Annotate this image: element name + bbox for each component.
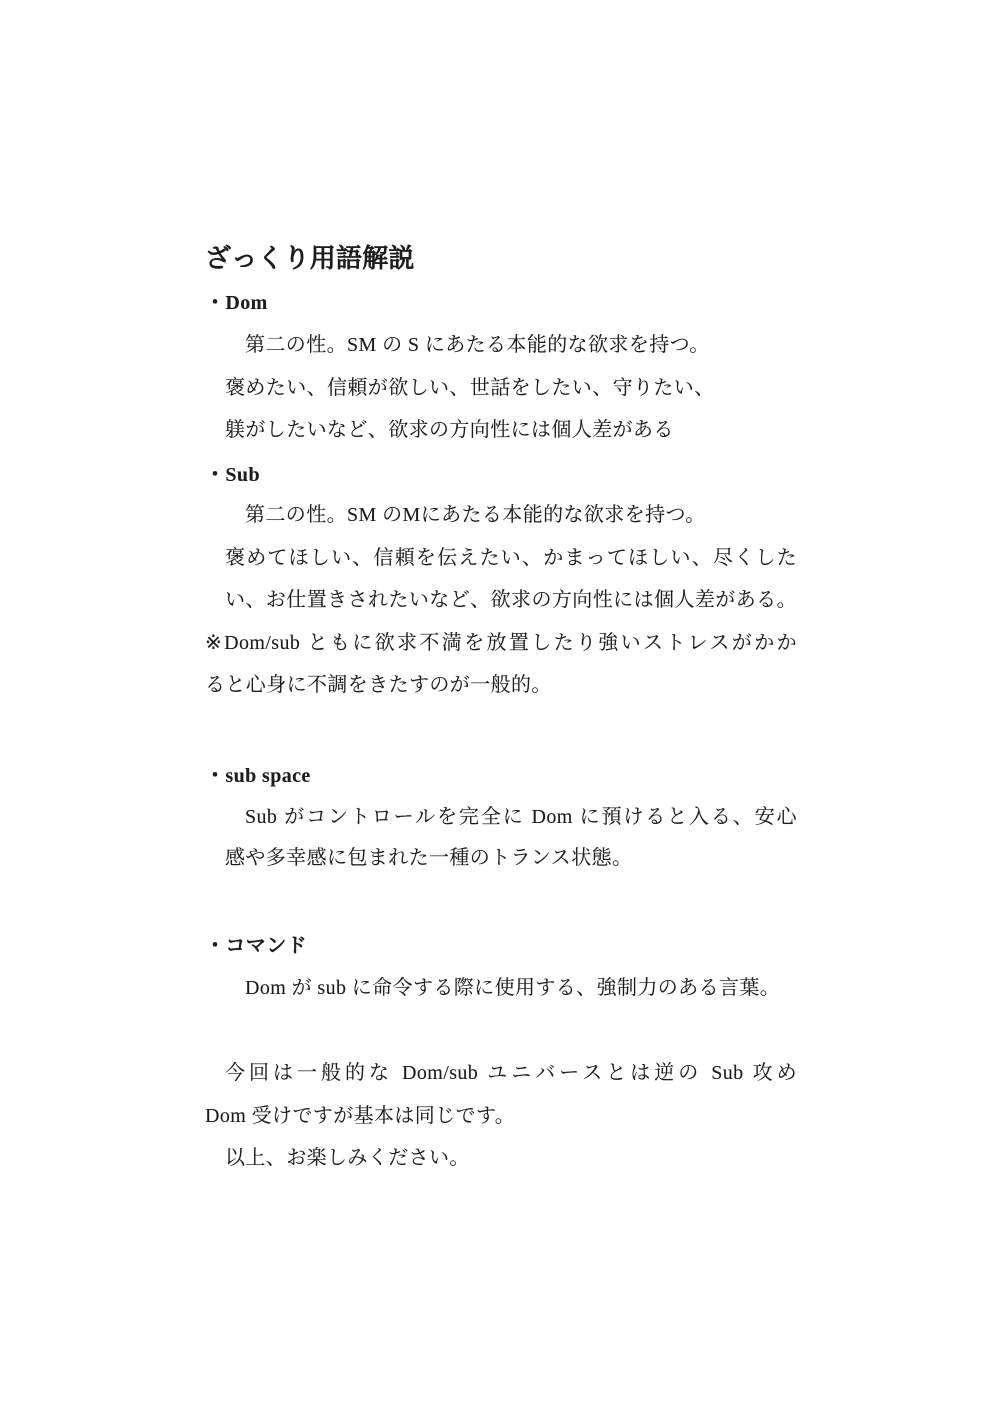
closing-note-line-1: 今回は一般的な Dom/sub ユニバースとは逆の Sub 攻め <box>225 1062 797 1084</box>
dom-definition-line-1: 第二の性。SM の S にあたる本能的な欲求を持つ。 <box>245 334 710 356</box>
closing-thanks-line: 以上、お楽しみください。 <box>225 1147 470 1169</box>
dom-definition-line-2: 褒めたい、信頼が欲しい、世話をしたい、守りたい、 <box>225 377 715 399</box>
domsub-note-line-1: ※Dom/sub ともに欲求不満を放置したり強いストレスがかか <box>205 632 797 654</box>
subspace-definition-line-1: Sub がコントロールを完全に Dom に預けると入る、安心 <box>245 806 797 828</box>
page-title: ざっくり用語解説 <box>205 244 415 273</box>
subspace-definition-line-2: 感や多幸感に包まれた一種のトランス状態。 <box>225 847 633 869</box>
sub-definition-line-1: 第二の性。SM のMにあたる本能的な欲求を持つ。 <box>245 504 706 526</box>
term-dom-heading: ・Dom <box>205 292 268 314</box>
sub-definition-line-2: 褒めてほしい、信頼を伝えたい、かまってほしい、尽くした <box>225 547 797 569</box>
term-command-heading: ・コマンド <box>205 935 307 957</box>
dom-definition-line-3: 躾がしたいなど、欲求の方向性には個人差がある <box>225 419 674 441</box>
term-sub-heading: ・Sub <box>205 464 260 486</box>
domsub-note-line-2: ると心身に不調をきたすのが一般的。 <box>205 674 552 696</box>
closing-note-line-2: Dom 受けですが基本は同じです。 <box>205 1105 516 1127</box>
term-subspace-heading: ・sub space <box>205 765 311 787</box>
sub-definition-line-3: い、お仕置きされたいなど、欲求の方向性には個人差がある。 <box>225 589 797 611</box>
command-definition-line-1: Dom が sub に命令する際に使用する、強制力のある言葉。 <box>245 977 781 999</box>
